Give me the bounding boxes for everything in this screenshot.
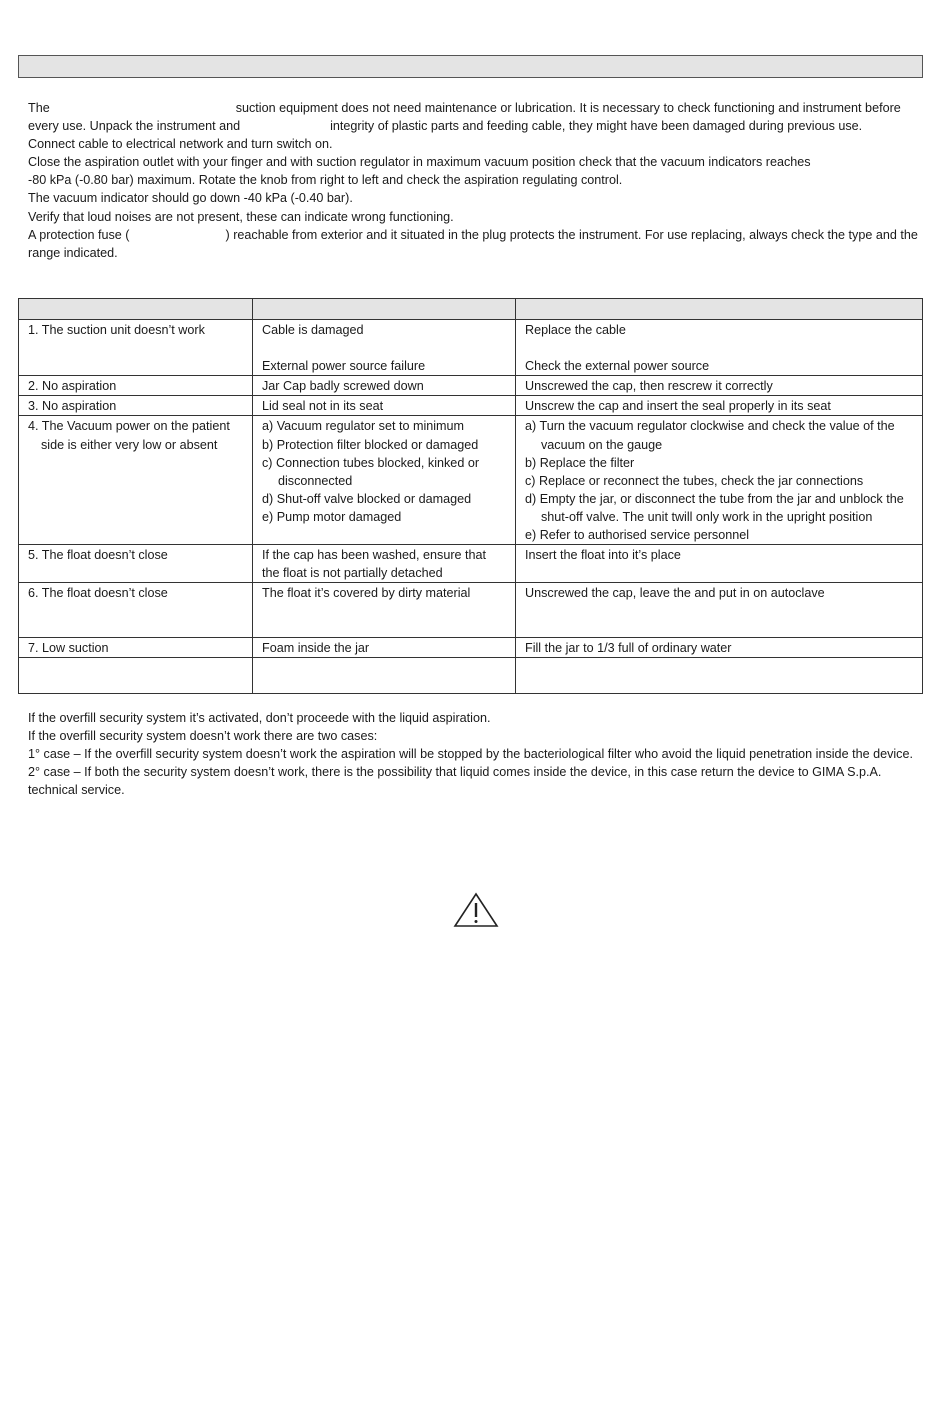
problem-cell: 4. The Vacuum power on the patient side is either very low or absent: [19, 416, 253, 545]
troubleshooting-table: [18, 298, 923, 694]
maintenance-line: -80 kPa (-0.80 bar) maximum. Rotate the knob from right to left and check the aspiration regulating control.: [28, 173, 623, 188]
cause-cell: The float it’s covered by dirty material: [253, 583, 516, 638]
problem-cell: 6. The float doesn’t close: [19, 583, 253, 638]
section-header-bar: [18, 55, 923, 78]
maintenance-section: [28, 99, 920, 262]
header-solution: [516, 299, 923, 320]
table-row: [19, 416, 923, 545]
solution-cell: a) Turn the vacuum regulator clockwise and check the value of the vacuum on the gauge b) Replace the filter c) Replace or reconnect the tubes, check the jar connections d) Empty the jar, or disconnect the tube from the jar and unblock the shut-off valve. The unit twill only work in the upright position e) Refer to authorised service personnel: [516, 416, 923, 545]
cause-cell: Cable is damaged External power source failure: [253, 320, 516, 376]
table-row: [19, 638, 923, 658]
cause-cell: a) Vacuum regulator set to minimum b) Protection filter blocked or damaged c) Connection tubes blocked, kinked or disconnected d) Shut-off valve blocked or damaged e) Pump motor damaged: [253, 416, 516, 545]
note-line: If the overfill security system it’s activated, don’t proceede with the liquid aspiration.: [28, 711, 491, 725]
table-row: [19, 583, 923, 638]
solution-cell: Replace the cable Check the external power source: [516, 320, 923, 376]
maintenance-line: The suction equipment does not need maintenance or lubrication. It is necessary to check functioning and instrument before every use. Unpack the instrument and integrity of plastic parts and feeding cable, they might have been damaged during previous use.: [28, 101, 901, 134]
table-row-empty: [19, 658, 923, 694]
cause-cell: Foam inside the jar: [253, 638, 516, 658]
table-row: [19, 545, 923, 583]
solution-cell: Insert the float into it’s place: [516, 545, 923, 583]
problem-cell: 3. No aspiration: [19, 396, 253, 416]
cause-cell: Lid seal not in its seat: [253, 396, 516, 416]
maintenance-line: Close the aspiration outlet with your finger and with suction regulator in maximum vacuum position check that the vacuum indicators reaches: [28, 155, 811, 170]
maintenance-line-fuse: A protection fuse ( ) reachable from exterior and it situated in the plug protects the instrument. For use replacing, always check the type and the range indicated.: [28, 227, 918, 260]
solution-cell: Unscrewed the cap, leave the and put in on autoclave: [516, 583, 923, 638]
problem-cell: 2. No aspiration: [19, 376, 253, 396]
solution-cell: Fill the jar to 1/3 full of ordinary water: [516, 638, 923, 658]
header-problem: [19, 299, 253, 320]
cause-cell: [253, 658, 516, 694]
solution-cell: [516, 658, 923, 694]
problem-cell: 7. Low suction: [19, 638, 253, 658]
note-line: 2° case – If both the security system doesn’t work, there is the possibility that liquid comes inside the device, in this case return the device to GIMA S.p.A. technical service.: [28, 765, 882, 798]
table-header-row: [19, 299, 923, 320]
warning-triangle-icon: [453, 892, 499, 928]
maintenance-line: The vacuum indicator should go down -40 kPa (-0.40 bar).: [28, 191, 353, 206]
maintenance-line: Verify that loud noises are not present, these can indicate wrong functioning.: [28, 209, 454, 224]
problem-cell: 5. The float doesn’t close: [19, 545, 253, 583]
problem-cell: [19, 658, 253, 694]
cause-cell: If the cap has been washed, ensure that the float is not partially detached: [253, 545, 516, 583]
table-row: [19, 376, 923, 396]
note-line: If the overfill security system doesn’t work there are two cases:: [28, 729, 378, 744]
overfill-notes: [28, 709, 920, 799]
solution-cell: Unscrew the cap and insert the seal properly in its seat: [516, 396, 923, 416]
note-line: 1° case – If the overfill security system doesn’t work the aspiration will be stopped by the bacteriological filter who avoid the liquid penetration inside the device.: [28, 747, 913, 762]
solution-cell: Unscrewed the cap, then rescrew it correctly: [516, 376, 923, 396]
header-cause: [253, 299, 516, 320]
table-row: [19, 320, 923, 376]
table-row: [19, 396, 923, 416]
maintenance-line: Connect cable to electrical network and turn switch on.: [28, 137, 333, 152]
cause-cell: Jar Cap badly screwed down: [253, 376, 516, 396]
problem-cell: 1. The suction unit doesn’t work: [19, 320, 253, 376]
